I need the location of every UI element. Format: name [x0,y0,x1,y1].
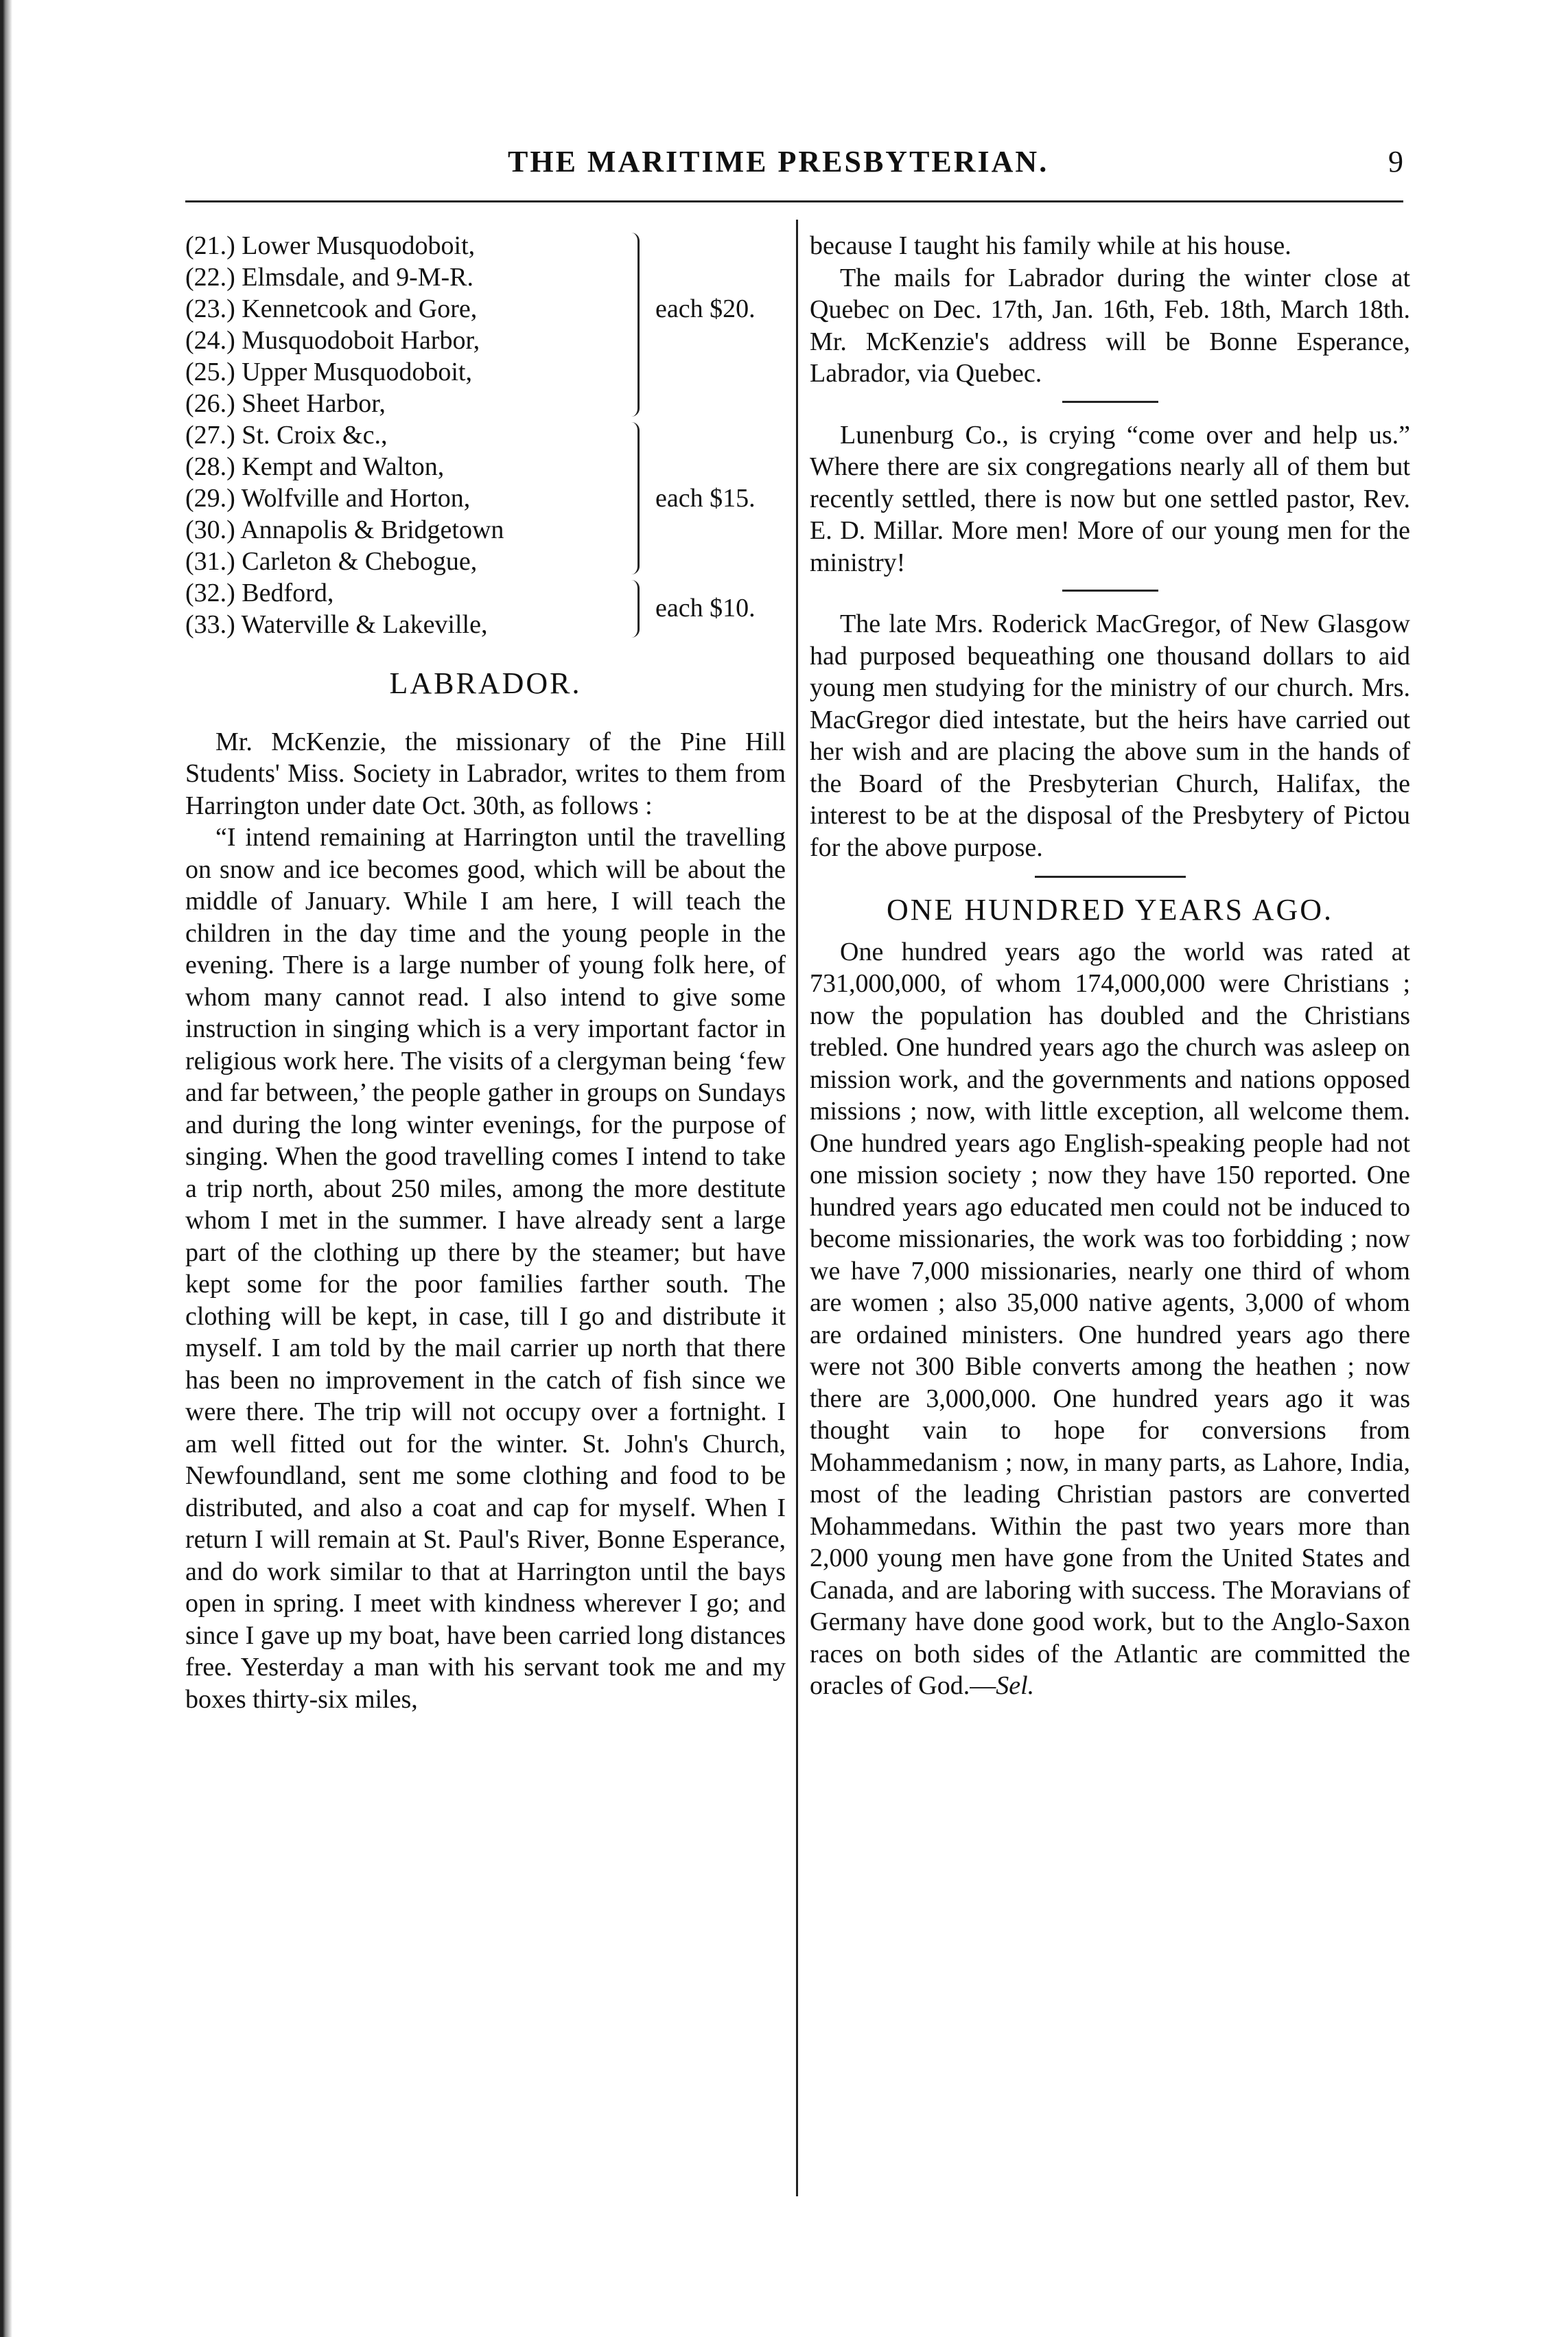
grant-group-20 [185,230,786,419]
page-header [185,144,1403,192]
grant-amount: each $20. [655,294,756,323]
brace [628,580,640,638]
grant-line: (22.) Elmsdale, and 9-M-R. [185,263,474,292]
labrador-letter: “I intend remaining at Harrington until the travelling on snow and ice becomes good, which will be about the middle of January. While I am here, I will teach the children in the day time and the young people in the evening. There is a large number of young folk here, of whom many cannot read. I also intend to give some instruction in singing which is a very important factor in religious work here. The visits of a clergyman being ‘few and far between,’ the people gather in groups on Sundays and during the long winter evenings, for the purpose of singing. When the good travelling comes I intend to take a trip north, about 250 miles, among the more destitute whom I met in the summer. I have already sent a large part of the clothing up there by the steamer; but have kept some for the poor families farther south. The clothing will be kept, in case, till I go and distribute it myself. I am told by the mail carrier up north that there has been no improvement in the catch of fish since we were there. The trip will not occupy over a fortnight. I am well fitted out for the winter. St. John's Church, Newfoundland, sent me some clothing and food to be distributed, and also a coat and cap for myself. When I return I will remain at St. Paul's River, Bonne Esperance, and do work similar to that at Harrington until the bays open in spring. I meet with kindness wherever I go; and since I gave up my boat, have been carried long distances free. Yesterday a man with his servant took me and my boxes thirty-six miles, [185,823,786,1714]
grant-line: (32.) Bedford, [185,579,334,607]
running-title: THE MARITIME PRESBYTERIAN. [508,145,1049,178]
page-number: 9 [1388,145,1403,178]
section-rule [1062,401,1158,403]
source-credit: Sel. [996,1671,1035,1700]
grant-line: (30.) Annapolis & Bridgetown [185,515,504,544]
section-rule [1062,590,1158,592]
grant-line: (21.) Lower Musquodoboit, [185,231,476,260]
right-column [810,230,1410,1702]
grant-line: (23.) Kennetcook and Gore, [185,294,478,323]
grant-line: (31.) Carleton & Chebogue, [185,547,478,576]
grant-line: (26.) Sheet Harbor, [185,389,386,418]
macgregor-notice: The late Mrs. Roderick MacGregor, of New Glasgow had purposed bequeathing one thousand dollars to aid young men studying for the ministry of our church. Mrs. MacGregor died intestate, but the heirs have carried out her wish and are placing the above sum in the hands of the Board of the Presbyterian Church, Halifax, the interest to be at the disposal of the Presbytery of Pictou for the above purpose. [810,609,1410,862]
grant-line: (24.) Musquodoboit Harbor, [185,326,480,355]
grant-group-10 [185,577,786,640]
mails-notice: The mails for Labrador during the winter close at Quebec on Dec. 17th, Jan. 16th, Feb. 18th, March 18th. Mr. McKenzie's address will be Bonne Esperance, Labrador, via Quebec. [810,263,1410,388]
hundred-years-body: One hundred years ago the world was rated at 731,000,000, of whom 174,000,000 were Christians ; now the population has doubled and the Christians trebled. One hundred years ago the church was asleep on mission work, and the governments and nations opposed missions ; now, with little exception, all welcome them. One hundred years ago English-speaking people had not one mission society ; now they have 150 reported. One hundred years ago educated men could not be induced to become missionaries, the work was too forbidding ; now we have 7,000 missionaries, nearly one third of whom are women ; also 35,000 native agents, 3,000 of whom are ordained ministers. One hundred years ago there were not 300 Bible converts among the heathen ; now there are 3,000,000. One hundred years ago it was thought vain to hope for conversions from Mohammedanism ; now, in many parts, as Lahore, India, most of the leading Christian pastors are converted Mohammedans. Within the past two years more than 2,000 young men have gone from the United States and Canada, and are laboring with success. The Moravians of Germany have done good work, but to the Anglo-Saxon races on both sides of the Atlantic are committed the oracles of God.— [810,937,1410,1700]
page-binding-edge [0,0,12,2337]
left-column [185,230,786,1715]
brace [628,233,640,417]
hundred-years-heading: ONE HUNDRED YEARS AGO. [886,893,1334,927]
labrador-intro: Mr. McKenzie, the missionary of the Pine Hill Students' Miss. Society in Labrador, writes to them from Harrington under date Oct. 30th, as follows : [185,727,786,820]
grant-amount: each $10. [655,594,756,623]
grant-line: (28.) Kempt and Walton, [185,452,445,481]
grant-line: (25.) Upper Musquodoboit, [185,358,472,386]
header-rule [185,200,1403,202]
brace [628,422,640,574]
grant-amount: each $15. [655,484,756,513]
lunenburg-notice: Lunenburg Co., is crying “come over and help us.” Where there are six congregations nearly all of them but recently settled, there is now but one settled pastor, Rev. E. D. Millar. More men! More of our young men for the ministry! [810,420,1410,577]
grant-line: (29.) Wolfville and Horton, [185,484,471,513]
letter-continuation: because I taught his family while at his house. [810,231,1291,260]
grant-list [185,230,786,640]
section-rule [1035,876,1186,878]
labrador-heading: LABRADOR. [389,666,582,700]
grant-group-15 [185,419,786,577]
hundred-years-text [810,936,1410,1702]
grant-line: (33.) Waterville & Lakeville, [185,610,488,639]
column-divider [796,220,798,2196]
grant-line: (27.) St. Croix &c., [185,421,388,450]
